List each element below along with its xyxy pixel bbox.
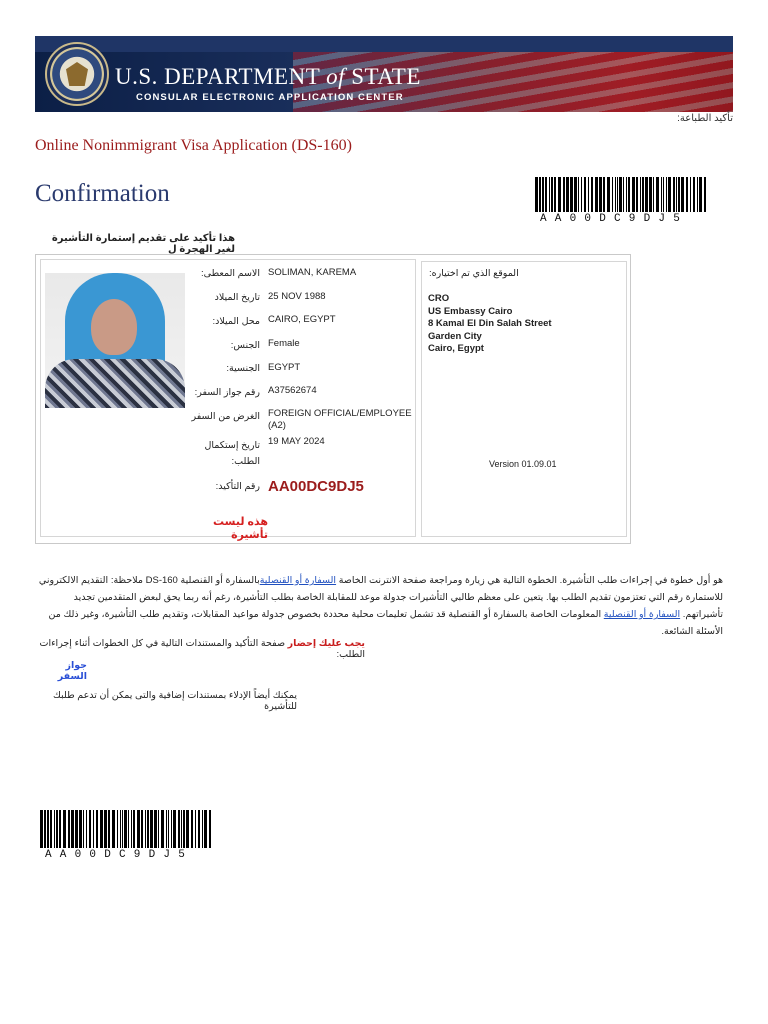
barcode-bar bbox=[173, 810, 176, 848]
barcode-bar bbox=[704, 177, 706, 212]
barcode-bar bbox=[186, 810, 189, 848]
barcode-bar bbox=[542, 177, 544, 212]
barcode-bar bbox=[47, 810, 49, 848]
barcode-bar bbox=[566, 177, 569, 212]
barcode-bar bbox=[154, 810, 157, 848]
barcode-bar bbox=[678, 177, 680, 212]
barcode-bar bbox=[545, 177, 547, 212]
applicant-photo bbox=[45, 273, 185, 408]
completion-date-label: تاريخ إستكمال الطلب: bbox=[204, 440, 260, 467]
banner-title: U.S. DEPARTMENT of STATE bbox=[115, 64, 421, 89]
barcode-bar bbox=[150, 810, 153, 848]
barcode-bar bbox=[122, 810, 123, 848]
gender-value: Female bbox=[268, 338, 300, 349]
barcode-bottom-text: AA00DC9DJ5 bbox=[45, 849, 194, 861]
barcode-bar bbox=[209, 810, 211, 848]
barcode-bar bbox=[681, 177, 684, 212]
gender-label: الجنس: bbox=[230, 340, 260, 351]
barcode-bar bbox=[71, 810, 74, 848]
birth-date-label: تاريخ الميلاد bbox=[214, 292, 260, 303]
nationality-value: EGYPT bbox=[268, 362, 301, 373]
barcode-bar bbox=[619, 177, 622, 212]
barcode-bar bbox=[133, 810, 135, 848]
barcode-bar bbox=[59, 810, 61, 848]
dos-banner bbox=[35, 36, 733, 112]
passport-item: جواز السفر bbox=[57, 660, 87, 682]
paragraph-text: المعلومات الخاصة بالسفارة أو القنصلية قد تشمل تعليمات محلية محددة بخصوص جدولة مواعيد المقابلات، وتقديم طلب التأشيرة، وغير ذلك من الأسئلة الشائعة. bbox=[48, 609, 723, 637]
barcode-bar bbox=[89, 810, 91, 848]
barcode-bar bbox=[653, 177, 654, 212]
barcode-bar bbox=[563, 177, 565, 212]
barcode-bar bbox=[551, 177, 553, 212]
barcode-top bbox=[535, 177, 711, 212]
barcode-bar bbox=[141, 810, 143, 848]
barcode-bar bbox=[626, 177, 627, 212]
barcode-bar bbox=[168, 810, 169, 848]
barcode-bar bbox=[666, 177, 667, 212]
selected-location-label: الموقع الذي تم اختياره: bbox=[429, 268, 519, 279]
department-seal-icon bbox=[45, 42, 109, 106]
barcode-bar bbox=[663, 177, 664, 212]
barcode-bar bbox=[676, 177, 677, 212]
barcode-bar bbox=[124, 810, 127, 848]
barcode-bar bbox=[86, 810, 87, 848]
instructions-paragraph bbox=[35, 572, 723, 640]
location-line: US Embassy Cairo bbox=[428, 305, 513, 317]
barcode-bar bbox=[117, 810, 118, 848]
barcode-bar bbox=[183, 810, 185, 848]
barcode-bar bbox=[640, 177, 641, 212]
barcode-bar bbox=[584, 177, 586, 212]
barcode-bar bbox=[693, 177, 695, 212]
barcode-bar bbox=[649, 177, 652, 212]
embassy-link-2[interactable]: السفارة أو القنصلية bbox=[603, 609, 681, 620]
barcode-bar bbox=[607, 177, 610, 212]
location-line: Cairo, Egypt bbox=[428, 343, 484, 354]
barcode-bottom bbox=[40, 810, 216, 848]
banner-subtitle: CONSULAR ELECTRONIC APPLICATION CENTER bbox=[136, 92, 404, 103]
barcode-bar bbox=[195, 810, 196, 848]
barcode-bar bbox=[204, 810, 207, 848]
confirmation-number: AA00DC9DJ5 bbox=[268, 478, 364, 495]
embassy-link-1[interactable]: السفارة أو القنصلية bbox=[259, 575, 337, 586]
barcode-bar bbox=[642, 177, 644, 212]
additional-documents-note: يمكنك أيضاً الإدلاء بمستندات إضافية والتى يمكن أن تدعم طلبك للتأشيرة bbox=[53, 690, 297, 712]
given-name-value: SOLIMAN, KAREMA bbox=[268, 267, 357, 278]
birth-place-label: محل الميلاد: bbox=[212, 316, 260, 327]
barcode-bar bbox=[623, 177, 624, 212]
barcode-bar bbox=[181, 810, 182, 848]
barcode-bar bbox=[54, 810, 55, 848]
barcode-bar bbox=[178, 810, 180, 848]
travel-purpose-value: FOREIGN OFFICIAL/EMPLOYEE (A2) bbox=[268, 408, 412, 431]
barcode-bar bbox=[570, 177, 573, 212]
barcode-bar bbox=[574, 177, 577, 212]
barcode-bar bbox=[612, 177, 613, 212]
given-name-label: الاسم المعطى: bbox=[201, 268, 260, 279]
barcode-bar bbox=[656, 177, 659, 212]
barcode-bar bbox=[603, 177, 605, 212]
barcode-bar bbox=[50, 810, 52, 848]
confirmation-number-label: رقم التأكيد: bbox=[215, 481, 260, 492]
barcode-bar bbox=[96, 810, 98, 848]
completion-date-value: 19 MAY 2024 bbox=[268, 436, 325, 447]
barcode-bar bbox=[83, 810, 84, 848]
barcode-bar bbox=[104, 810, 107, 848]
barcode-bar bbox=[202, 810, 203, 848]
barcode-bar bbox=[636, 177, 638, 212]
must-bring-text: صفحة التأكيد والمستندات التالية في كل الخطوات أثناء إجراءات الطلب: bbox=[39, 638, 365, 660]
not-a-visa-notice: هذه ليست تأشيرة bbox=[213, 516, 268, 541]
barcode-bar bbox=[595, 177, 598, 212]
must-bring-emphasis: يجب عليك إحضار bbox=[287, 638, 365, 649]
barcode-bar bbox=[75, 810, 78, 848]
barcode-bar bbox=[668, 177, 671, 212]
paragraph-text: هو أول خطوة في إجراءات طلب التأشيرة. الخطوة التالية هي زيارة ومراجعة صفحة الانترنت الخاصة bbox=[336, 575, 723, 586]
barcode-bar bbox=[191, 810, 193, 848]
barcode-bar bbox=[147, 810, 149, 848]
barcode-bar bbox=[554, 177, 556, 212]
barcode-bar bbox=[93, 810, 94, 848]
barcode-bar bbox=[68, 810, 70, 848]
barcode-bar bbox=[44, 810, 46, 848]
barcode-bar bbox=[56, 810, 58, 848]
barcode-bar bbox=[632, 177, 635, 212]
barcode-bar bbox=[673, 177, 675, 212]
barcode-bar bbox=[535, 177, 538, 212]
barcode-bar bbox=[112, 810, 115, 848]
birth-date-value: 25 NOV 1988 bbox=[268, 291, 326, 302]
selected-location-address bbox=[428, 293, 552, 356]
banner-top-bar bbox=[35, 36, 733, 52]
barcode-bar bbox=[599, 177, 602, 212]
location-line: CRO bbox=[428, 293, 450, 304]
barcode-bar bbox=[100, 810, 103, 848]
location-line: Garden City bbox=[428, 330, 482, 342]
page-title: Confirmation bbox=[35, 180, 170, 207]
nationality-label: الجنسية: bbox=[226, 363, 260, 374]
travel-purpose-label: الغرض من السفر bbox=[191, 411, 260, 422]
paragraph-text: بالسفارة أو القنصلية DS-160 ملاحظة: التقديم الالكتروني للاستمارة رقم التي تعتزمون تقديم الطلب بها. يتعين على معظم طالبي التأشيرات جدولة موعد للمقابلة الخاصة بطلب التأشيرة، رغم أنه ربما يحق لبعض المتقدمين تجديد تأشيراتهم. bbox=[38, 575, 723, 620]
location-line: 8 Kamal El Din Salah Street bbox=[428, 318, 552, 329]
passport-number-value: A37562674 bbox=[268, 385, 317, 396]
barcode-bar bbox=[628, 177, 630, 212]
barcode-bar bbox=[40, 810, 43, 848]
must-bring-notice bbox=[35, 638, 365, 660]
intro-text: هذا تأكيد على تقديم إستمارة التأشيرة لغير الهجرة ل bbox=[51, 233, 235, 255]
barcode-bar bbox=[588, 177, 589, 212]
barcode-bar bbox=[198, 810, 200, 848]
barcode-top-text: AA00DC9DJ5 bbox=[540, 213, 689, 225]
barcode-bar bbox=[617, 177, 618, 212]
barcode-bar bbox=[645, 177, 648, 212]
barcode-bar bbox=[166, 810, 167, 848]
passport-number-label: رقم جواز السفر: bbox=[194, 387, 260, 398]
barcode-bar bbox=[145, 810, 146, 848]
barcode-bar bbox=[539, 177, 541, 212]
birth-place-value: CAIRO, EGYPT bbox=[268, 314, 336, 325]
barcode-bar bbox=[581, 177, 582, 212]
form-version: Version 01.09.01 bbox=[489, 459, 557, 469]
barcode-bar bbox=[137, 810, 140, 848]
barcode-bar bbox=[108, 810, 110, 848]
barcode-bar bbox=[171, 810, 172, 848]
barcode-bar bbox=[549, 177, 550, 212]
print-confirmation-label: تأكيد الطباعة: bbox=[677, 113, 733, 124]
barcode-bar bbox=[79, 810, 82, 848]
barcode-bar bbox=[661, 177, 662, 212]
barcode-bar bbox=[158, 810, 159, 848]
barcode-bar bbox=[131, 810, 132, 848]
barcode-bar bbox=[578, 177, 579, 212]
barcode-bar bbox=[128, 810, 129, 848]
barcode-bar bbox=[63, 810, 66, 848]
barcode-bar bbox=[120, 810, 121, 848]
barcode-bar bbox=[697, 177, 698, 212]
barcode-bar bbox=[161, 810, 164, 848]
barcode-bar bbox=[615, 177, 616, 212]
barcode-bar bbox=[591, 177, 593, 212]
barcode-bar bbox=[690, 177, 691, 212]
barcode-bar bbox=[558, 177, 561, 212]
barcode-bar bbox=[686, 177, 688, 212]
application-title: Online Nonimmigrant Visa Application (DS-160) bbox=[35, 137, 352, 154]
barcode-bar bbox=[699, 177, 702, 212]
